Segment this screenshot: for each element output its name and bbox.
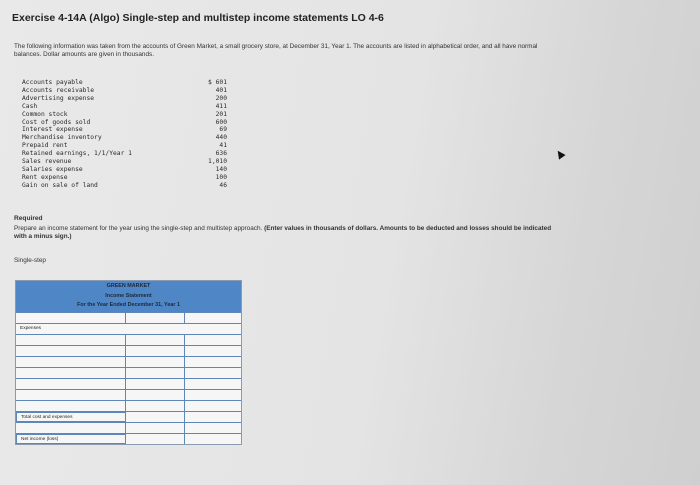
account-value: 100 (215, 173, 227, 181)
table-row (16, 312, 241, 323)
total-cell[interactable] (185, 401, 241, 411)
expenses-label: Expenses (20, 325, 42, 331)
account-row (22, 158, 227, 166)
amount-input[interactable] (126, 437, 184, 447)
account-value: 1,010 (208, 158, 227, 166)
total-input[interactable] (185, 437, 241, 447)
amount-cell[interactable] (126, 368, 185, 378)
account-value: 636 (215, 150, 227, 158)
instructions-note: (Enter values in thousands of dollars. Amounts to be deducted and losses should be indicated with a minus sign.) (14, 225, 552, 240)
label-cell[interactable] (16, 357, 126, 367)
account-name: Merchandise inventory (22, 134, 102, 142)
instructions-text (14, 225, 554, 241)
amount-cell[interactable] (126, 346, 185, 356)
amount-cell[interactable] (126, 335, 185, 345)
account-value: 41 (219, 142, 227, 150)
intro-text: The following information was taken from the accounts of Green Market, a small grocery store, at December 31, Year 1. The accounts are listed in alphabetical order, and all have normal balances. Dollar amounts are given in thousands. (14, 43, 538, 58)
amount-cell[interactable] (126, 357, 185, 367)
account-row (22, 87, 227, 95)
total-cost-row (16, 411, 241, 422)
label-cell[interactable] (16, 335, 126, 345)
label-cell[interactable] (16, 390, 126, 400)
income-statement-table (15, 280, 242, 445)
label-cell[interactable] (16, 368, 126, 378)
section-label: Single-step (14, 257, 46, 264)
account-value: 140 (215, 165, 227, 173)
label-cell[interactable] (16, 346, 126, 356)
total-cell[interactable] (185, 313, 241, 323)
account-name: Cash (22, 102, 38, 110)
account-value: 200 (215, 94, 227, 102)
account-name: Gain on sale of land (22, 181, 98, 189)
account-row (22, 103, 227, 111)
account-row (22, 79, 227, 87)
account-name: Advertising expense (22, 94, 95, 102)
statement-name: Income Statement (105, 292, 152, 299)
account-name: Interest expense (22, 126, 83, 134)
net-income-label: Net income (loss) (16, 434, 126, 444)
total-cost-label: Total cost and expenses (16, 412, 126, 422)
account-row (22, 134, 227, 142)
table-row (16, 345, 241, 356)
account-row (22, 111, 227, 119)
account-row (22, 119, 227, 127)
account-value: 46 (219, 181, 227, 189)
account-row (22, 182, 227, 190)
amount-cell[interactable] (126, 390, 185, 400)
account-row (22, 150, 227, 158)
total-cell[interactable] (185, 346, 241, 356)
account-name: Retained earnings, 1/1/Year 1 (22, 150, 132, 158)
label-cell[interactable] (16, 401, 126, 411)
table-row (16, 400, 241, 411)
table-row (16, 389, 241, 400)
amount-cell[interactable] (126, 379, 185, 389)
account-name: Accounts payable (22, 79, 83, 86)
account-value: 201 (215, 110, 227, 118)
table-row (16, 334, 241, 345)
account-name: Salaries expense (22, 165, 83, 173)
label-cell[interactable] (16, 423, 126, 433)
amount-cell[interactable] (126, 412, 185, 422)
total-cell[interactable] (185, 335, 241, 345)
net-income-row (16, 433, 241, 444)
account-value: 401 (215, 86, 227, 94)
total-cell[interactable] (185, 390, 241, 400)
account-value: 69 (219, 126, 227, 134)
exercise-title: Exercise 4-14A (Algo) Single-step and multistep income statements LO 4-6 (12, 12, 384, 24)
label-cell[interactable] (16, 313, 126, 323)
label-cell[interactable] (16, 379, 126, 389)
amount-cell[interactable] (126, 423, 185, 433)
amount-cell[interactable] (126, 434, 185, 444)
total-cell[interactable] (185, 423, 241, 433)
mouse-cursor-icon (554, 148, 565, 159)
account-name: Sales revenue (22, 158, 72, 166)
account-name: Cost of goods sold (22, 118, 91, 126)
account-value: 411 (215, 102, 227, 110)
total-cell[interactable] (185, 434, 241, 444)
account-value: $ 601 (208, 79, 227, 86)
amount-cell[interactable] (126, 401, 185, 411)
account-row (22, 174, 227, 182)
account-name: Common stock (22, 110, 68, 118)
account-row (22, 166, 227, 174)
expenses-row (16, 323, 241, 334)
required-heading: Required (14, 215, 43, 222)
account-row (22, 126, 227, 134)
total-cell[interactable] (185, 412, 241, 422)
accounts-list (22, 79, 227, 190)
account-row (22, 95, 227, 103)
total-cell[interactable] (185, 357, 241, 367)
amount-cell[interactable] (126, 313, 185, 323)
account-name: Accounts receivable (22, 86, 95, 94)
total-cell[interactable] (185, 379, 241, 389)
table-row (16, 367, 241, 378)
instructions-main: Prepare an income statement for the year using the single-step and multistep approach. (14, 225, 263, 232)
company-name: GREEN MARKET (106, 283, 151, 289)
table-row (16, 356, 241, 367)
account-name: Rent expense (22, 173, 68, 181)
total-cell[interactable] (185, 368, 241, 378)
table-row (16, 378, 241, 389)
account-row (22, 142, 227, 150)
statement-header (16, 281, 241, 312)
account-name: Prepaid rent (22, 142, 68, 150)
account-value: 440 (215, 134, 227, 142)
account-value: 600 (215, 118, 227, 126)
statement-period: For the Year Ended December 31, Year 1 (77, 302, 180, 308)
table-row (16, 422, 241, 433)
